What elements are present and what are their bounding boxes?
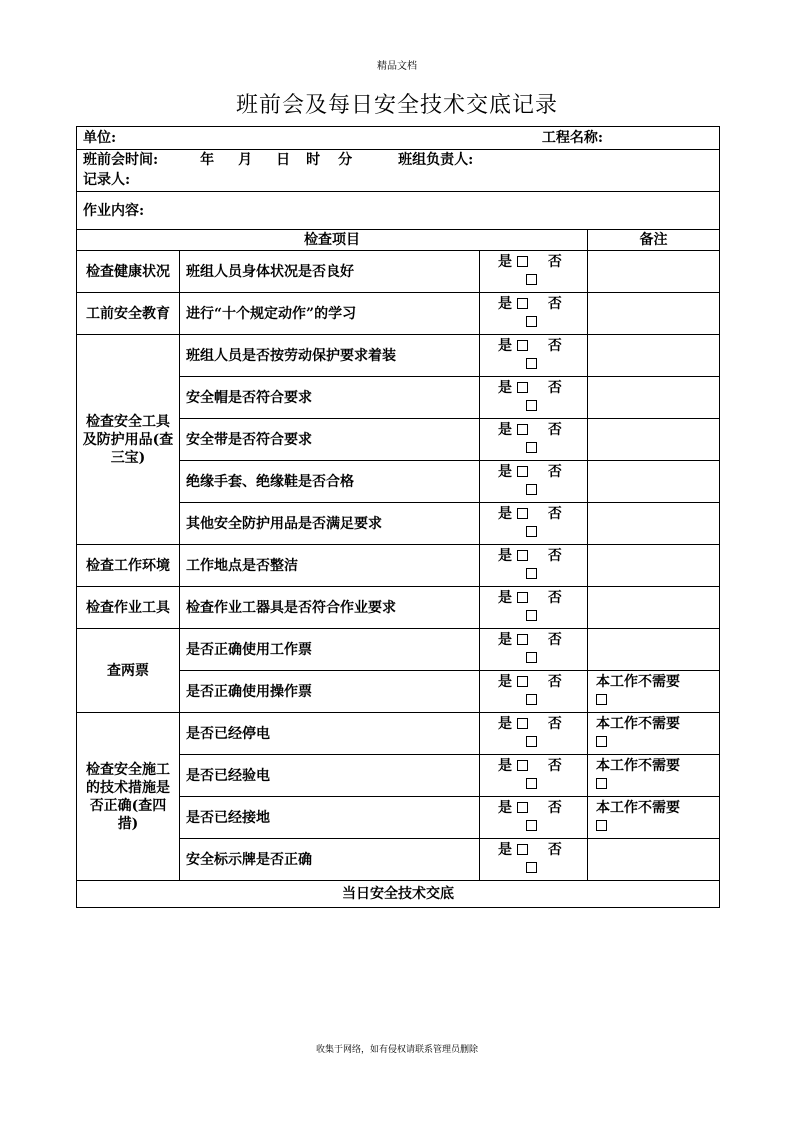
check-item: 是否正确使用工作票 <box>180 629 480 671</box>
yes-checkbox[interactable] <box>517 634 528 645</box>
check-item: 工作地点是否整洁 <box>180 545 480 587</box>
no-checkbox[interactable] <box>526 820 537 831</box>
daily-briefing-label: 当日安全技术交底 <box>77 881 720 908</box>
no-label: 否 <box>547 296 562 312</box>
check-item: 进行“十个规定动作”的学习 <box>180 293 480 335</box>
footer-row <box>77 881 720 908</box>
category-cell: 检查工作环境 <box>77 545 180 587</box>
yes-label: 是 <box>498 800 512 816</box>
table-row <box>77 713 720 755</box>
not-required-label: 本工作不需要 <box>596 674 680 690</box>
category-cell: 检查作业工具 <box>77 587 180 629</box>
note-cell <box>588 503 720 545</box>
table-row <box>77 587 720 629</box>
no-label: 否 <box>547 632 562 648</box>
year-label: 年 <box>200 152 215 168</box>
footer-note: 收集于网络，如有侵权请联系管理员删除 <box>315 1045 478 1055</box>
yes-no-cell <box>480 671 588 713</box>
yes-checkbox[interactable] <box>517 382 528 393</box>
yes-checkbox[interactable] <box>517 718 528 729</box>
yes-label: 是 <box>498 674 512 690</box>
table-row <box>77 545 720 587</box>
note-cell <box>588 545 720 587</box>
category-cell: 检查安全施工的技术措施是否正确(查四措) <box>77 713 180 881</box>
check-items-header: 检查项目 <box>77 230 588 251</box>
check-item: 绝缘手套、绝缘鞋是否合格 <box>180 461 480 503</box>
yes-checkbox[interactable] <box>517 508 528 519</box>
yes-checkbox[interactable] <box>517 340 528 351</box>
not-required-label: 本工作不需要 <box>596 800 680 816</box>
yes-label: 是 <box>498 296 512 312</box>
yes-no-cell <box>480 461 588 503</box>
yes-checkbox[interactable] <box>517 802 528 813</box>
check-item: 是否已经停电 <box>180 713 480 755</box>
yes-label: 是 <box>498 254 512 270</box>
yes-no-cell <box>480 587 588 629</box>
yes-no-cell <box>480 293 588 335</box>
no-checkbox[interactable] <box>526 694 537 705</box>
check-item: 其他安全防护用品是否满足要求 <box>180 503 480 545</box>
unit-project-row <box>77 127 720 150</box>
check-item: 班组人员是否按劳动保护要求着装 <box>180 335 480 377</box>
yes-no-cell <box>480 251 588 293</box>
note-cell <box>588 713 720 755</box>
category-cell: 工前安全教育 <box>77 293 180 335</box>
not-required-label: 本工作不需要 <box>596 758 680 774</box>
category-cell: 检查安全工具及防护用品(查三宝) <box>77 335 180 545</box>
not-required-checkbox[interactable] <box>596 694 607 705</box>
yes-label: 是 <box>498 506 512 522</box>
yes-no-cell <box>480 419 588 461</box>
check-item: 安全带是否符合要求 <box>180 419 480 461</box>
no-checkbox[interactable] <box>526 484 537 495</box>
no-label: 否 <box>547 380 562 396</box>
safety-record-table <box>76 126 720 908</box>
yes-no-cell <box>480 797 588 839</box>
no-label: 否 <box>547 590 562 606</box>
note-cell <box>588 335 720 377</box>
check-item: 班组人员身体状况是否良好 <box>180 251 480 293</box>
meeting-time-label: 班前会时间: <box>83 152 159 168</box>
note-cell <box>588 671 720 713</box>
yes-no-cell <box>480 839 588 881</box>
no-label: 否 <box>547 800 562 816</box>
yes-checkbox[interactable] <box>517 424 528 435</box>
no-checkbox[interactable] <box>526 778 537 789</box>
document-title: 班前会及每日安全技术交底记录 <box>235 93 558 118</box>
no-checkbox[interactable] <box>526 316 537 327</box>
yes-label: 是 <box>498 758 512 774</box>
no-checkbox[interactable] <box>526 358 537 369</box>
day-label: 日 <box>276 152 291 168</box>
note-cell <box>588 419 720 461</box>
table-row <box>77 251 720 293</box>
yes-checkbox[interactable] <box>517 550 528 561</box>
no-checkbox[interactable] <box>526 568 537 579</box>
table-row <box>77 335 720 377</box>
no-checkbox[interactable] <box>526 862 537 873</box>
hour-label: 时 <box>306 152 321 168</box>
yes-label: 是 <box>498 842 512 858</box>
note-cell <box>588 251 720 293</box>
meeting-time-row <box>77 150 720 192</box>
category-cell: 检查健康状况 <box>77 251 180 293</box>
header-note: 精品文档 <box>377 61 417 72</box>
notes-header: 备注 <box>588 230 720 251</box>
yes-label: 是 <box>498 380 512 396</box>
yes-checkbox[interactable] <box>517 844 528 855</box>
check-item: 检查作业工器具是否符合作业要求 <box>180 587 480 629</box>
project-name-label: 工程名称: <box>541 130 604 146</box>
yes-no-cell <box>480 335 588 377</box>
note-cell <box>588 839 720 881</box>
yes-label: 是 <box>498 548 512 564</box>
note-cell <box>588 461 720 503</box>
note-cell <box>588 377 720 419</box>
note-cell <box>588 797 720 839</box>
team-leader-label: 班组负责人: <box>398 152 474 168</box>
no-label: 否 <box>547 758 562 774</box>
check-item: 是否已经验电 <box>180 755 480 797</box>
work-content-row <box>77 192 720 230</box>
no-label: 否 <box>547 548 562 564</box>
minute-label: 分 <box>338 152 353 168</box>
yes-label: 是 <box>498 716 512 732</box>
yes-no-cell <box>480 629 588 671</box>
not-required-checkbox[interactable] <box>596 778 607 789</box>
note-cell <box>588 293 720 335</box>
yes-checkbox[interactable] <box>517 466 528 477</box>
no-checkbox[interactable] <box>526 610 537 621</box>
no-checkbox[interactable] <box>526 274 537 285</box>
no-label: 否 <box>547 716 562 732</box>
yes-no-cell <box>480 755 588 797</box>
note-cell <box>588 587 720 629</box>
note-cell <box>588 629 720 671</box>
no-label: 否 <box>547 422 562 438</box>
work-content-label: 作业内容: <box>83 202 145 219</box>
table-row <box>77 293 720 335</box>
month-label: 月 <box>238 152 253 168</box>
yes-checkbox[interactable] <box>517 592 528 603</box>
yes-checkbox[interactable] <box>517 256 528 267</box>
check-item: 是否已经接地 <box>180 797 480 839</box>
yes-no-cell <box>480 503 588 545</box>
no-checkbox[interactable] <box>526 400 537 411</box>
yes-no-cell <box>480 545 588 587</box>
no-checkbox[interactable] <box>526 526 537 537</box>
no-checkbox[interactable] <box>526 736 537 747</box>
no-label: 否 <box>547 254 562 270</box>
yes-checkbox[interactable] <box>517 676 528 687</box>
unit-label: 单位: <box>83 130 117 146</box>
not-required-label: 本工作不需要 <box>596 716 680 732</box>
yes-checkbox[interactable] <box>517 298 528 309</box>
no-label: 否 <box>547 842 562 858</box>
yes-label: 是 <box>498 590 512 606</box>
yes-label: 是 <box>498 422 512 438</box>
no-label: 否 <box>547 506 562 522</box>
table-row <box>77 629 720 671</box>
category-cell: 查两票 <box>77 629 180 713</box>
yes-label: 是 <box>498 632 512 648</box>
not-required-checkbox[interactable] <box>596 820 607 831</box>
no-label: 否 <box>547 674 562 690</box>
no-checkbox[interactable] <box>526 652 537 663</box>
no-checkbox[interactable] <box>526 442 537 453</box>
no-label: 否 <box>547 338 562 354</box>
check-item: 安全标示牌是否正确 <box>180 839 480 881</box>
check-item: 安全帽是否符合要求 <box>180 377 480 419</box>
no-label: 否 <box>547 464 562 480</box>
yes-checkbox[interactable] <box>517 760 528 771</box>
yes-no-cell <box>480 377 588 419</box>
note-cell <box>588 755 720 797</box>
recorder-label: 记录人: <box>83 172 131 188</box>
not-required-checkbox[interactable] <box>596 736 607 747</box>
yes-label: 是 <box>498 338 512 354</box>
yes-label: 是 <box>498 464 512 480</box>
yes-no-cell <box>480 713 588 755</box>
check-item: 是否正确使用操作票 <box>180 671 480 713</box>
